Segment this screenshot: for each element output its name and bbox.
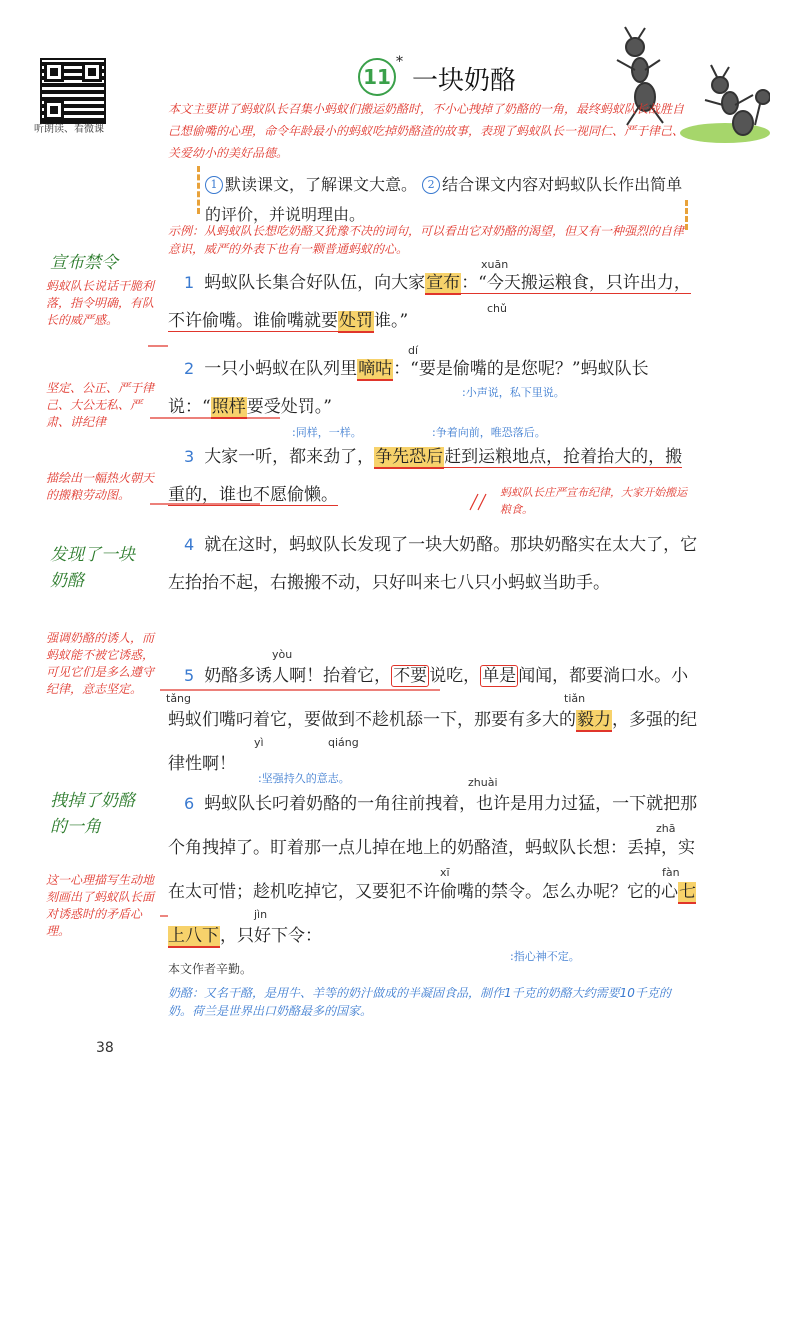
optional-star: * [396,54,403,70]
gloss-yili: :坚强持久的意志。 [258,772,350,785]
text: 就在这时，蚂蚁队长发现了一块大奶酪。那块奶酪实在太大了，它左抬抬不起，右搬搬不动，只好叫来七八只小蚂蚁当助手。 [168,535,698,593]
pinyin-tang: tǎng [166,692,192,705]
author-note: 本文作者辛勤。 [168,962,253,976]
text: 闻闻，都要淌口水。小蚂蚁们嘴叼着它，要做到不趁机舔一下，那要有多大的 [168,666,689,730]
paragraph-number: 3 [184,447,195,466]
page-number: 38 [96,1040,114,1056]
keyword: 处罚 [339,311,373,331]
pinyin-qiang: qiáng [328,736,359,749]
gloss-zhaoyang: :同样，一样。 [292,426,362,439]
text: 谁。” [374,311,409,331]
paragraph-number: 6 [184,794,195,813]
keyword-boxed: 不要 [393,666,428,686]
keyword-boxed: 单是 [482,666,517,686]
keyword: 七上八下 [168,882,696,946]
paragraph-3-summary: 蚂蚁队长庄严宣布纪律，大家开始搬运粮食。 [500,486,687,516]
paragraph-number: 2 [184,359,195,378]
side-heading-1: 宣布禁令 [50,253,118,273]
text: 奶酪多诱人啊！抬着它， [204,666,392,686]
connector-line [478,494,486,510]
text: 蚂蚁队长集合好队伍，向大家 [204,273,426,293]
pinyin-jin: jìn [254,908,268,921]
side-note-2: 坚定、公正、严于律己、大公无私、严肃、讲纪律 [46,381,155,429]
side-note-4: 强调奶酪的诱人，而蚂蚁能不被它诱惑，可见它们是多么遵守纪律，意志坚定。 [46,631,155,696]
task-number-1: 1 [205,176,223,194]
text: 大家一听，都来劲了， [204,447,375,467]
text: ：“要是偷嘴的是您呢？”蚂蚁队长说：“ [168,359,649,417]
keyword: 照样 [211,397,246,417]
lesson-number: 11 [358,58,396,96]
gloss-qishangbaxia: :指心神不定。 [510,950,580,963]
side-note-3: 描绘出一幅热火朝天的搬粮劳动图。 [46,471,155,502]
pinyin-zha: zhā [656,822,676,835]
pinyin-you: yòu [272,648,293,661]
text: 蚂蚁队长叼着奶酪的一角往前拽着，也许是用力过猛，一下就把那个角拽掉了。盯着那一点儿掉在地上的奶酪渣，蚂蚁队长想：丢掉，实在太可惜；趁机吃掉它，又要犯不许偷嘴的禁令。怎么办呢？它的心 [168,794,698,902]
gloss-zhengxian: :争着向前，唯恐落后。 [432,426,546,439]
paragraph-number: 5 [184,666,195,685]
paragraph-number: 4 [184,535,195,554]
pinyin-zhuai: zhuài [468,776,498,789]
pinyin-fan: fàn [662,866,680,879]
pinyin-yi: yì [254,736,264,749]
text: 赶到运粮地点，抢着抬大的，搬重的，谁也不愿偷懒。 [168,447,683,505]
text: 一只小蚂蚁在队列里 [204,359,358,379]
pinyin-tian: tiǎn [564,692,586,705]
example-answer: 示例：从蚂蚁队长想吃奶酪又犹豫不决的词句，可以看出它对奶酪的渴望，但又有一种强烈的自律意识，威严的外表下也有一颗普通蚂蚁的心。 [168,224,685,256]
side-heading-2: 发现了一块奶酪 [50,545,135,591]
text: ，只好下令： [220,926,322,946]
side-note-1: 蚂蚁队长说话干脆利落，指令明确，有队长的威严感。 [46,279,155,327]
paragraph-number: 1 [184,273,195,292]
text: 说吃， [429,666,481,686]
side-heading-3: 拽掉了奶酪的一角 [50,791,135,837]
task-2: 结合课文内容对蚂蚁队长作出简单的评价，并说明理由。 [205,175,683,224]
quote: ：“今天搬运粮食，只许出力，不许偷嘴。谁偷嘴就要 [168,273,691,331]
keyword: 争先恐后 [375,447,444,467]
pinyin-xi: xī [440,866,450,879]
keyword: 嘀咕 [358,359,393,379]
pinyin-xuan: xuān [481,258,509,271]
task-number-2: 2 [422,176,440,194]
gloss-diguo: :小声说，私下里说。 [462,386,565,399]
cheese-gloss: 奶酪：又名干酪，是用牛、羊等的奶汁做成的半凝固食品，制作1千克的奶酪大约需要10千克的奶。荷兰是世界出口奶酪最多的国家。 [168,986,671,1018]
connector-line [470,494,478,510]
text: 要受处罚。” [246,397,332,417]
pinyin-di: dí [408,344,419,357]
pinyin-chu: chǔ [487,302,507,315]
side-note-5: 这一心理描写生动地刻画出了蚂蚁队长面对诱惑时的矛盾心理。 [46,873,155,938]
task-1: 默读课文，了解课文大意。 [225,175,418,194]
qr-caption: 听朗读、看微课 [34,124,104,135]
keyword: 宣布 [426,273,461,293]
keyword: 毅力 [577,710,611,730]
text: ，多强的纪律性啊！ [168,710,697,774]
page-title: 一块奶酪 [412,66,517,96]
lesson-summary: 本文主要讲了蚂蚁队长召集小蚂蚁们搬运奶酪时，不小心拽掉了奶酪的一角，最终蚂蚁队长战胜自己想偷嘴的心理，命令年龄最小的蚂蚁吃掉奶酪渣的故事，表现了蚂蚁队长一视同仁、严于律己、关爱幼小的美好品德。 [168,102,685,160]
